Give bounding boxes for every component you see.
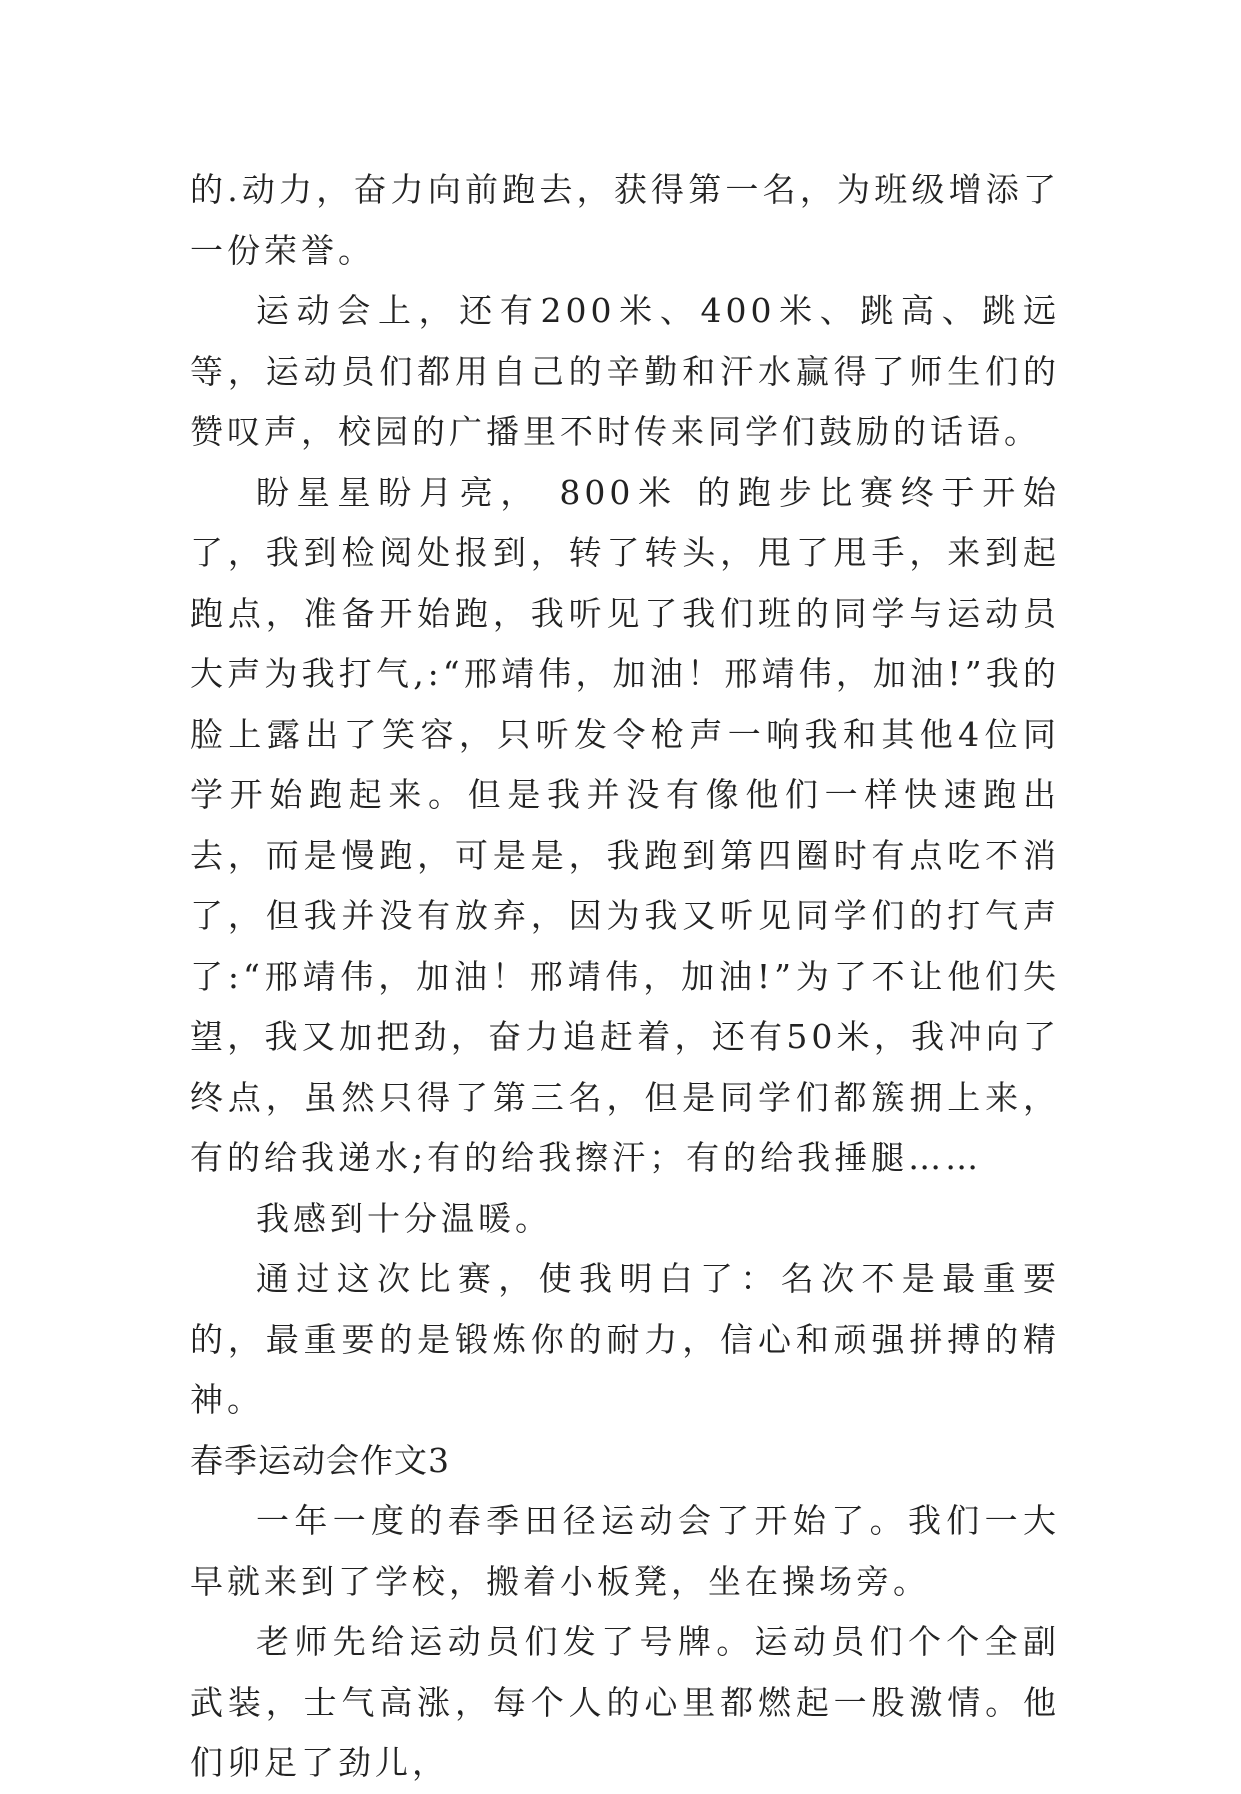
paragraph: 通过这次比赛，使我明白了：名次不是最重要的，最重要的是锻炼你的耐力，信心和顽强拼搏的精神。 — [190, 1259, 1060, 1419]
document-body — [190, 160, 1060, 1794]
paragraph-continuation: 的.动力，奋力向前跑去，获得第一名，为班级增添了一份荣誉。 — [190, 170, 1060, 270]
paragraph: 运动会上，还有200米、400米、跳高、跳远等，运动员们都用自己的辛勤和汗水赢得了师生们的赞叹声，校园的广播里不时传来同学们鼓励的话语。 — [190, 291, 1060, 451]
paragraph: 我感到十分温暖。 — [256, 1198, 552, 1238]
section-heading: 春季运动会作文3 — [190, 1440, 450, 1480]
paragraph: 一年一度的春季田径运动会了开始了。我们一大早就来到了学校，搬着小板凳，坐在操场旁。 — [190, 1501, 1060, 1601]
paragraph: 老师先给运动员们发了号牌。运动员们个个全副武装，士气高涨，每个人的心里都燃起一股激情。他们卯足了劲儿， — [190, 1622, 1060, 1782]
paragraph: 盼星星盼月亮， 800米 的跑步比赛终于开始了，我到检阅处报到，转了转头，甩了甩手，来到起跑点，准备开始跑，我听见了我们班的同学与运动员大声为我打气,:“邢靖伟，加油！邢靖伟，加油!”我的脸上露出了笑容，只听发令枪声一响我和其他4位同学开始跑起来。但是我并没有像他们一样快速跑出去，而是慢跑，可是是，我跑到第四圈时有点吃不消了，但我并没有放弃，因为我又听见同学们的打气声了:“邢靖伟，加油！邢靖伟，加油!”为了不让他们失望，我又加把劲，奋力追赶着，还有50米，我冲向了终点，虽然只得了第三名，但是同学们都簇拥上来，有的给我递水;有的给我擦汗；有的给我捶腿…… — [190, 472, 1060, 1177]
